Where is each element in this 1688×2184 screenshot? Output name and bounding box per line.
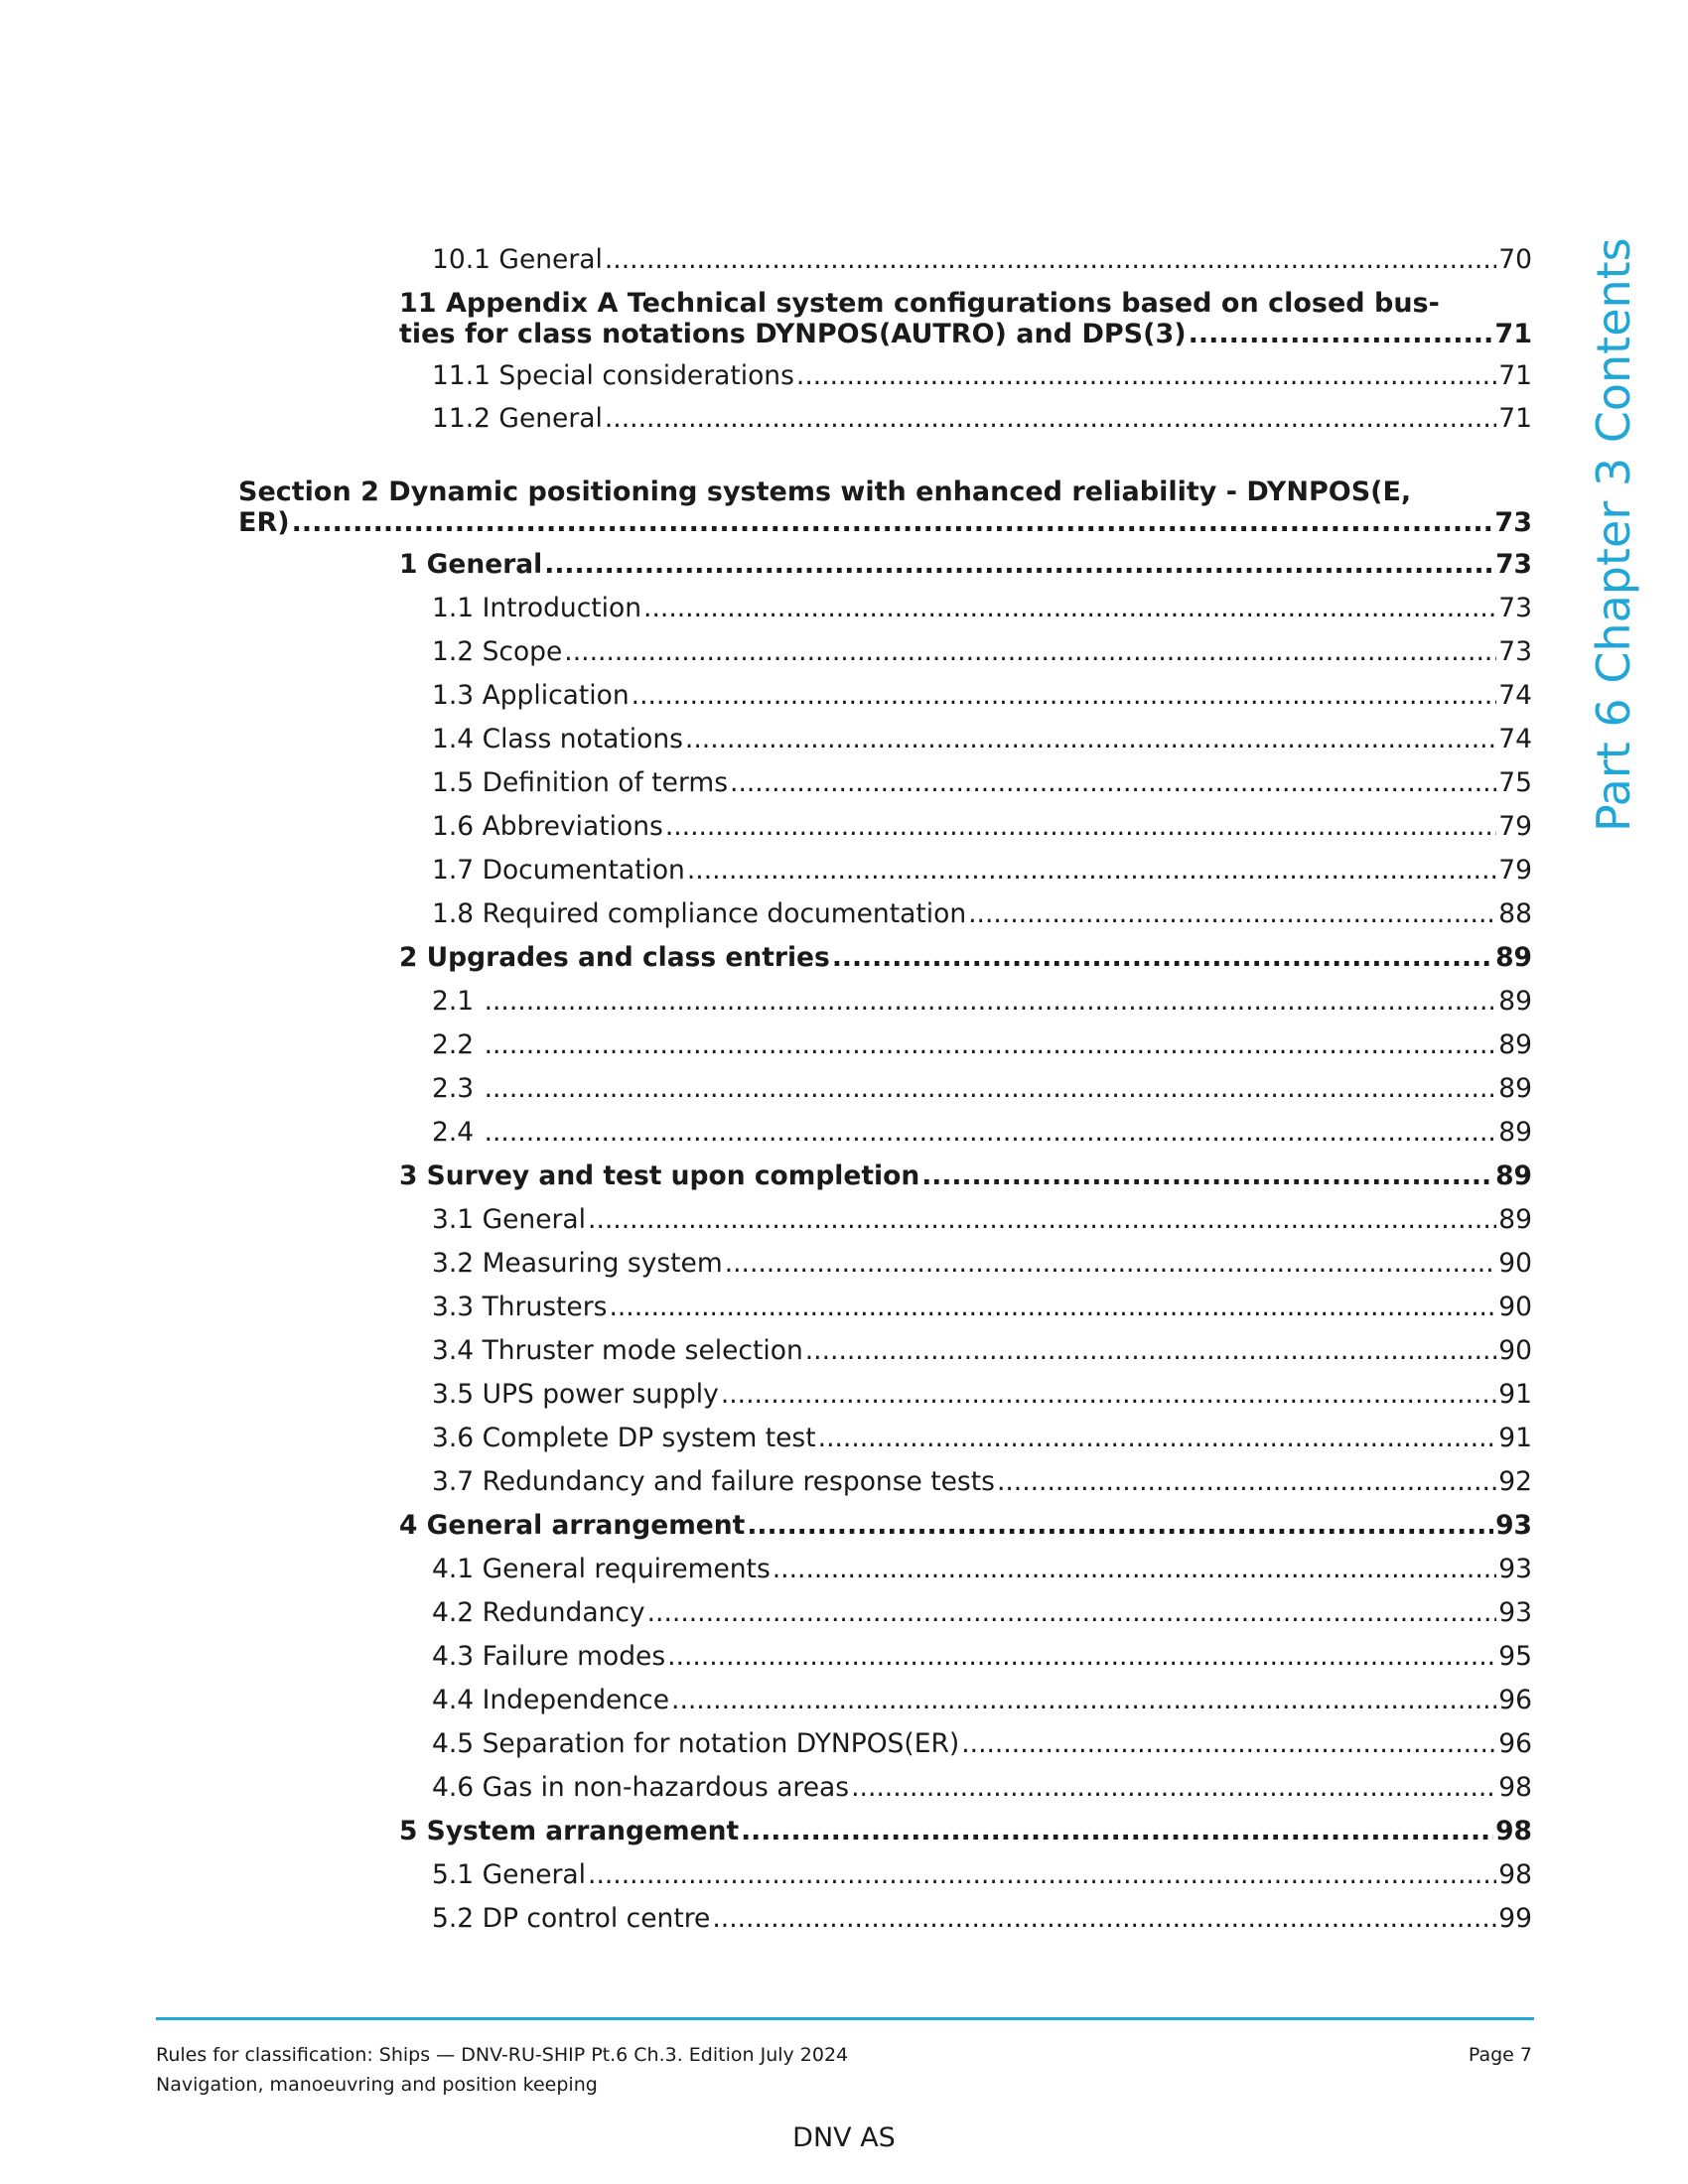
- toc-entry-label: 2.2: [432, 1029, 483, 1060]
- toc-page-number: 98: [1495, 1816, 1532, 1846]
- company-name: DNV AS: [792, 2122, 896, 2153]
- toc-page-number: 90: [1498, 1248, 1532, 1279]
- toc-page-number: 93: [1498, 1554, 1532, 1584]
- footer-divider: [156, 2017, 1534, 2020]
- toc-entry-10-1[interactable]: [432, 244, 1532, 275]
- toc-entry-label: 3.7 Redundancy and failure response tests: [432, 1466, 995, 1497]
- dot-leader: [667, 1641, 1496, 1672]
- toc-entry-1-7[interactable]: [432, 855, 1532, 886]
- dot-leader: [1189, 319, 1493, 349]
- toc-page-number: 79: [1498, 811, 1532, 842]
- toc-entry-appendix-line2: [399, 319, 1532, 349]
- toc-entry-label: 3.6 Complete DP system test: [432, 1423, 816, 1453]
- toc-entry-label: 10.1 General: [432, 244, 603, 275]
- toc-page-number: 99: [1498, 1903, 1532, 1934]
- toc-entry-label: 4.5 Separation for notation DYNPOS(ER): [432, 1728, 960, 1759]
- toc-page-number: 74: [1498, 680, 1532, 711]
- toc-entry-label: 2.1: [432, 986, 483, 1017]
- toc-entry-label: 4.4 Independence: [432, 1685, 670, 1715]
- toc-page-number: 89: [1498, 1117, 1532, 1148]
- toc-entry-3-6[interactable]: [432, 1423, 1532, 1453]
- footer-page-number: Page 7: [1468, 2044, 1532, 2066]
- toc-entry-4-5[interactable]: [432, 1728, 1532, 1759]
- toc-entry-label: 4.3 Failure modes: [432, 1641, 666, 1672]
- toc-entry-4-6[interactable]: [432, 1772, 1532, 1803]
- toc-entry-label: 4 General arrangement: [399, 1510, 746, 1541]
- toc-page-number: 90: [1498, 1292, 1532, 1322]
- toc-entry-label-line1: 11 Appendix A Technical system configurations based on closed bus-: [399, 288, 1440, 319]
- toc-entry-2-2[interactable]: [432, 1029, 1532, 1060]
- toc-heading-2[interactable]: [399, 942, 1532, 973]
- dot-leader: [730, 767, 1496, 798]
- dot-leader: [292, 507, 1493, 538]
- dot-leader: [921, 1160, 1493, 1191]
- toc-page-number: 91: [1498, 1379, 1532, 1410]
- dot-leader: [485, 1029, 1497, 1060]
- toc-entry-4-3[interactable]: [432, 1641, 1532, 1672]
- toc-section-2-line2: [238, 507, 1532, 538]
- toc-page-number: 89: [1495, 1160, 1532, 1191]
- toc-entry-4-2[interactable]: [432, 1597, 1532, 1628]
- toc-entry-label: 11.2 General: [432, 403, 603, 434]
- toc-entry-label: 11.1 Special considerations: [432, 360, 794, 391]
- dot-leader: [485, 986, 1497, 1017]
- toc-entry-appendix-a[interactable]: [399, 288, 1532, 349]
- dot-leader: [805, 1335, 1497, 1366]
- toc-page-number: 92: [1498, 1466, 1532, 1497]
- toc-entry-label: 1.8 Required compliance documentation: [432, 898, 967, 929]
- toc-entry-11-1[interactable]: [432, 360, 1532, 391]
- toc-page-number: 70: [1498, 244, 1532, 275]
- toc-heading-1[interactable]: [399, 549, 1532, 580]
- toc-page-number: 88: [1498, 898, 1532, 929]
- toc-page-number: 98: [1498, 1772, 1532, 1803]
- dot-leader: [721, 1379, 1496, 1410]
- dot-leader: [605, 403, 1496, 434]
- toc-entry-label: 3 Survey and test upon completion: [399, 1160, 920, 1191]
- toc-entry-label: 3.5 UPS power supply: [432, 1379, 719, 1410]
- toc-heading-4[interactable]: [399, 1510, 1532, 1541]
- dot-leader: [968, 898, 1496, 929]
- toc-entry-3-4[interactable]: [432, 1335, 1532, 1366]
- toc-page-number: 71: [1494, 319, 1532, 349]
- toc-page-number: 89: [1498, 1073, 1532, 1104]
- toc-page-number: 73: [1498, 636, 1532, 667]
- toc-entry-label: 2 Upgrades and class entries: [399, 942, 830, 973]
- dot-leader: [747, 1510, 1493, 1541]
- toc-entry-11-2[interactable]: [432, 403, 1532, 434]
- dot-leader: [671, 1685, 1496, 1715]
- toc-entry-label: 1.2 Scope: [432, 636, 563, 667]
- toc-page-number: 91: [1498, 1423, 1532, 1453]
- toc-entry-label: 1.3 Application: [432, 680, 630, 711]
- toc-entry-label: 4.6 Gas in non-hazardous areas: [432, 1772, 850, 1803]
- dot-leader: [773, 1554, 1497, 1584]
- toc-entry-2-3[interactable]: [432, 1073, 1532, 1104]
- dot-leader: [605, 244, 1496, 275]
- toc-page-number: 71: [1498, 360, 1532, 391]
- toc-entry-label: 2.4: [432, 1117, 483, 1148]
- dot-leader: [665, 811, 1496, 842]
- toc-entry-1-1[interactable]: [432, 593, 1532, 623]
- toc-entry-3-5[interactable]: [432, 1379, 1532, 1410]
- toc-page-number: 96: [1498, 1685, 1532, 1715]
- toc-page-number: 89: [1495, 942, 1532, 973]
- toc-entry-label: 3.4 Thruster mode selection: [432, 1335, 803, 1366]
- toc-entry-4-4[interactable]: [432, 1685, 1532, 1715]
- toc-page-number: 89: [1498, 1204, 1532, 1235]
- toc-entry-3-1[interactable]: [432, 1204, 1532, 1235]
- toc-page-number: 89: [1498, 986, 1532, 1017]
- dot-leader: [564, 636, 1496, 667]
- toc-entry-5-2[interactable]: [432, 1903, 1532, 1934]
- dot-leader: [818, 1423, 1497, 1453]
- footer-document-title: Rules for classification: Ships — DNV-RU-SHIP Pt.6 Ch.3. Edition July 2024: [156, 2044, 849, 2066]
- toc-entry-label: 1 General: [399, 549, 543, 580]
- dot-leader: [725, 1248, 1497, 1279]
- dot-leader: [485, 1073, 1497, 1104]
- toc-entry-label-line2: ties for class notations DYNPOS(AUTRO) and DPS(3): [399, 319, 1187, 349]
- toc-entry-3-7[interactable]: [432, 1466, 1532, 1497]
- toc-page-number: 73: [1495, 549, 1532, 580]
- toc-entry-label: 1.1 Introduction: [432, 593, 642, 623]
- dot-leader: [851, 1772, 1496, 1803]
- toc-entry-1-5[interactable]: [432, 767, 1532, 798]
- dot-leader: [632, 680, 1497, 711]
- toc-page-number: 89: [1498, 1029, 1532, 1060]
- dot-leader: [832, 942, 1493, 973]
- toc-section-title-line1: Section 2 Dynamic positioning systems with enhanced reliability - DYNPOS(E,: [238, 477, 1412, 507]
- toc-entry-3-2[interactable]: [432, 1248, 1532, 1279]
- toc-entry-label: 2.3: [432, 1073, 483, 1104]
- toc-page-number: 75: [1498, 767, 1532, 798]
- toc-entry-label: 3.2 Measuring system: [432, 1248, 723, 1279]
- toc-page-number: 96: [1498, 1728, 1532, 1759]
- footer-subtitle: Navigation, manoeuvring and position keeping: [156, 2074, 598, 2096]
- dot-leader: [796, 360, 1496, 391]
- toc-heading-5[interactable]: [399, 1816, 1532, 1846]
- toc-page-number: 98: [1498, 1859, 1532, 1890]
- dot-leader: [997, 1466, 1496, 1497]
- toc-page-number: 79: [1498, 855, 1532, 886]
- dot-leader: [712, 1903, 1496, 1934]
- toc-page-number: 73: [1494, 507, 1532, 538]
- toc-page-number: 93: [1495, 1510, 1532, 1541]
- toc-entry-1-8[interactable]: [432, 898, 1532, 929]
- toc-entry-5-1[interactable]: [432, 1859, 1532, 1890]
- toc-entry-1-2[interactable]: [432, 636, 1532, 667]
- toc-entry-label: 5.2 DP control centre: [432, 1903, 711, 1934]
- toc-section-title-line2: ER): [238, 507, 290, 538]
- dot-leader: [588, 1859, 1496, 1890]
- toc-entry-1-4[interactable]: [432, 724, 1532, 754]
- dot-leader: [961, 1728, 1496, 1759]
- toc-entry-label: 5.1 General: [432, 1859, 587, 1890]
- toc-entry-label: 1.4 Class notations: [432, 724, 683, 754]
- toc-page-number: 93: [1498, 1597, 1532, 1628]
- toc-page-number: 71: [1498, 403, 1532, 434]
- toc-entry-2-4[interactable]: [432, 1117, 1532, 1148]
- toc-entry-label: 5 System arrangement: [399, 1816, 740, 1846]
- toc-section-2[interactable]: [238, 477, 1532, 538]
- dot-leader: [685, 724, 1496, 754]
- toc-entry-1-3[interactable]: [432, 680, 1532, 711]
- dot-leader: [609, 1292, 1496, 1322]
- toc-entry-2-1[interactable]: [432, 986, 1532, 1017]
- toc-entry-label: 1.5 Definition of terms: [432, 767, 729, 798]
- dot-leader: [544, 549, 1493, 580]
- dot-leader: [485, 1117, 1497, 1148]
- toc-entry-4-1[interactable]: [432, 1554, 1532, 1584]
- toc-heading-3[interactable]: [399, 1160, 1532, 1191]
- dot-leader: [647, 1597, 1497, 1628]
- toc-entry-label: 1.6 Abbreviations: [432, 811, 663, 842]
- toc-entry-label: 3.3 Thrusters: [432, 1292, 608, 1322]
- toc-page-number: 95: [1498, 1641, 1532, 1672]
- toc-entry-label: 1.7 Documentation: [432, 855, 685, 886]
- toc-entry-label: 4.2 Redundancy: [432, 1597, 645, 1628]
- toc-page-number: 74: [1498, 724, 1532, 754]
- toc-entry-3-3[interactable]: [432, 1292, 1532, 1322]
- dot-leader: [687, 855, 1496, 886]
- dot-leader: [643, 593, 1496, 623]
- toc-entry-label: 3.1 General: [432, 1204, 587, 1235]
- toc-page-number: 73: [1498, 593, 1532, 623]
- toc-entry-label: 4.1 General requirements: [432, 1554, 771, 1584]
- toc-entry-1-6[interactable]: [432, 811, 1532, 842]
- dot-leader: [741, 1816, 1493, 1846]
- toc-page-number: 90: [1498, 1335, 1532, 1366]
- side-tab-part-chapter: Part 6 Chapter 3 Contents: [1587, 237, 1640, 832]
- dot-leader: [588, 1204, 1496, 1235]
